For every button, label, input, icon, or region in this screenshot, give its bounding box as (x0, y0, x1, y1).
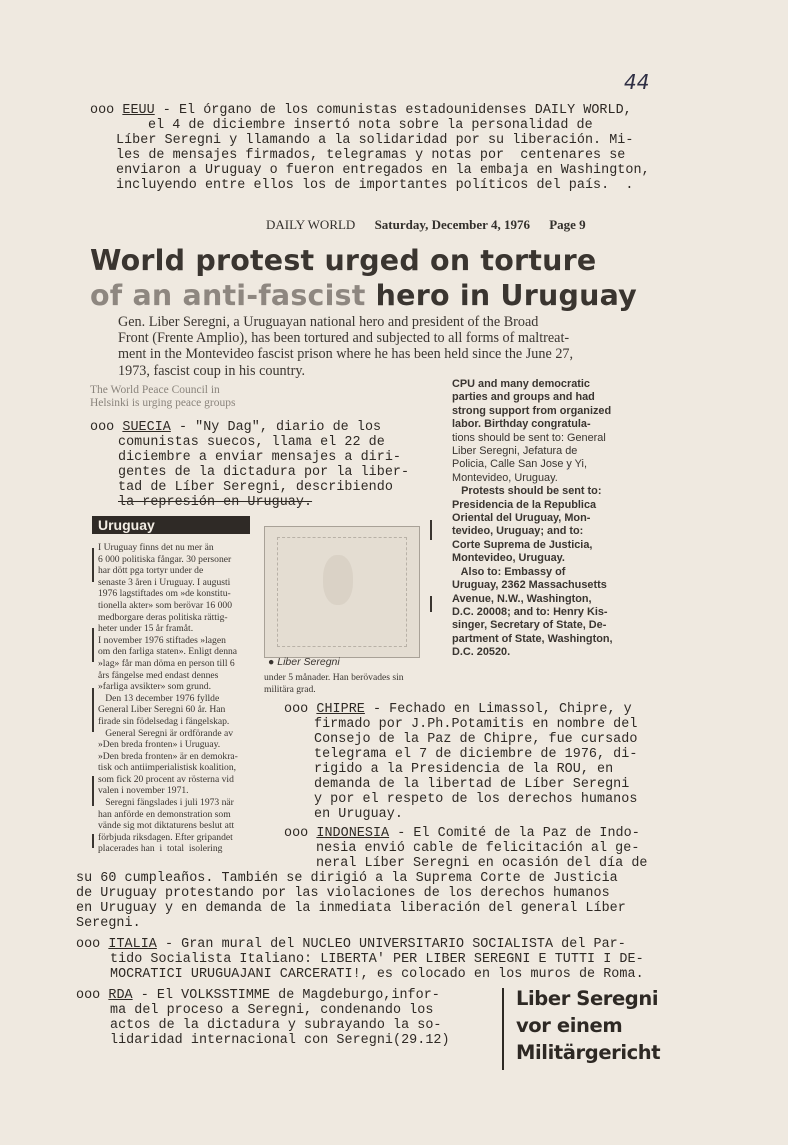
clipping-header (266, 217, 602, 233)
sw-line: han anförde en demonstration som (98, 808, 231, 820)
right-col-line: Presidencia de la Republica (452, 498, 597, 511)
eeuu-marker: ooo (90, 103, 115, 118)
sw-line: Seregni fängslades i juli 1973 när (98, 797, 234, 809)
chipre-label: CHIPRE (316, 702, 365, 717)
eeuu-line: el 4 de diciembre insertó nota sobre la personalidad de (148, 118, 593, 133)
sw-line: 1976 lagstiftades om »de konstitu- (98, 588, 231, 600)
chipre-line: - Fechado en Limassol, Chipre, y (372, 702, 632, 717)
sw-line: som fick 20 procent av rösterna vid (98, 773, 234, 785)
clipping-lead (118, 314, 624, 379)
swedish-clip-text (98, 542, 260, 855)
sw-line: »lag» får man döma en person till 6 (98, 657, 235, 669)
right-col-line: Also to: Embassy of (452, 565, 566, 578)
rda-label: RDA (108, 988, 133, 1003)
clipping-right-column (452, 378, 632, 660)
suecia-line: - "Ny Dag", diario de los (178, 420, 382, 435)
clip-margin-bar (430, 596, 432, 612)
chipre-line: en Uruguay. (314, 807, 403, 822)
sw-line: medborgare deras politiska rättig- (98, 611, 228, 623)
sw-line: General Seregni är ordförande av (98, 727, 234, 739)
clipping-headline (90, 243, 637, 313)
rda-marker: ooo (76, 988, 101, 1003)
indonesia-full-line: en Uruguay y en demanda de la inmediata liberación del general Líber (76, 901, 626, 916)
suecia-line: gentes de la dictadura por la liber- (118, 465, 410, 480)
italia-label: ITALIA (108, 937, 157, 952)
sw-line: förbjuda riksdagen. Efter gripandet (98, 831, 233, 843)
sw-line: »Den breda fronten» i Uruguay. (98, 739, 221, 751)
photo-caption-text (264, 672, 404, 695)
indonesia-full-line: su 60 cumpleaños. También se dirigió a la Suprema Corte de Justicia (76, 871, 618, 886)
chipre-line: telegrama el 7 de diciembre de 1976, di- (314, 747, 638, 762)
clip-margin-bar (92, 834, 94, 848)
caption-line: under 5 månader. Han berövades sin (264, 672, 404, 683)
lead-line: 1973, fascist coup in his country. (118, 362, 306, 379)
faded-line: Helsinki is urging peace groups (90, 397, 236, 409)
italia-line: tido Socialista Italiano: LIBERTA' PER LIBER SEREGNI E TUTTI I DE- (110, 952, 644, 967)
sw-line: Den 13 december 1976 fyllde (98, 692, 220, 704)
right-col-line: Protests should be sent to: (452, 485, 602, 498)
right-col-line: Avenue, N.W., Washington, (452, 592, 592, 605)
sw-line: senaste 3 åren i Uruguay. I augusti (98, 576, 231, 588)
stamp-line: vor einem (516, 1014, 623, 1037)
right-col-line: partment of State, Washington, (452, 632, 613, 645)
chipre-line: y por el respeto de los derechos humanos (314, 792, 638, 807)
eeuu-line: les de mensajes firmados, telegramas y notas por centenares se (116, 148, 626, 163)
suecia-line: diciembre a enviar mensajes a diri- (118, 450, 401, 465)
sw-line: års fängelse med endast dennes (98, 669, 219, 681)
sw-line: tionella akter» som berövar 16 000 (98, 599, 233, 611)
clip-margin-bar (92, 548, 94, 582)
right-col-line: Montevideo, Uruguay. (452, 471, 558, 484)
chipre-line: rigido a la Presidencia de la ROU, en (314, 762, 614, 777)
indonesia-full-line: de Uruguay protestando por las violaciones de los derechos humanos (76, 886, 610, 901)
clip-margin-bar (92, 776, 94, 806)
indonesia-line: nesia envió cable de felicitación al ge- (316, 841, 640, 856)
suecia-marker: ooo (90, 420, 115, 435)
eeuu-line: Líber Seregni y llamando a la solidaridad por su liberación. Mi- (116, 133, 634, 148)
sw-line: placerades han i total isolering (98, 843, 223, 855)
rda-line: lidaridad internacional con Seregni(29.12) (110, 1033, 450, 1048)
right-col-line: Corte Suprema de Justicia, (452, 538, 593, 551)
sw-line: tisk och antiimperialistisk koalition, (98, 762, 237, 774)
swedish-clip-title: Uruguay (92, 516, 250, 534)
chipre-line: firmado por J.Ph.Potamitis en nombre del (314, 717, 638, 732)
chipre-line: Consejo de la Paz de Chipre, fue cursado (314, 732, 638, 747)
right-col-line: Montevideo, Uruguay. (452, 552, 565, 565)
sw-line: »Den breda fronten» är en demokra- (98, 750, 238, 762)
indonesia-marker: ooo (284, 826, 309, 841)
newspaper-date: Saturday, December 4, 1976 (374, 217, 530, 232)
right-col-line: D.C. 20520. (452, 646, 511, 659)
newspaper-page: Page 9 (549, 217, 586, 232)
stamp-line: Liber Seregni (516, 987, 659, 1010)
photo-caption: ● Liber Seregni (268, 656, 340, 668)
sw-line: om den farliga staten». Enligt denna (98, 646, 238, 658)
italia-marker: ooo (76, 937, 101, 952)
right-col-line: Oriental del Uruguay, Mon- (452, 512, 591, 525)
right-col-line: tions should be sent to: General (452, 431, 606, 444)
eeuu-line: - El órgano de los comunistas estadounidenses DAILY WORLD, (162, 103, 632, 118)
indonesia-label: INDONESIA (316, 826, 390, 841)
clip-margin-bar (92, 628, 94, 662)
sw-line: vände sig mot diktaturens beslut att (98, 820, 235, 832)
sw-line: 6 000 politiska fångar. 30 personer (98, 553, 232, 565)
indonesia-line: neral Líber Seregni en ocasión del día de (316, 856, 648, 871)
right-col-line: strong support from organized (452, 404, 612, 417)
headline-line-1: World protest urged on torture (90, 244, 597, 277)
right-col-line: Liber Seregni, Jefatura de (452, 445, 578, 458)
sw-line: heter under 15 år framåt. (98, 623, 194, 635)
chipre-marker: ooo (284, 702, 309, 717)
lead-line: Front (Frente Amplio), has been tortured and subjected to all forms of maltreat- (118, 330, 570, 347)
indonesia-full-line: Seregni. (76, 916, 141, 931)
eeuu-line: incluyendo entre ellos los de importantes políticos del país. . (116, 178, 634, 193)
rda-line: - El VOLKSSTIMME de Magdeburgo,infor- (140, 988, 440, 1003)
right-col-line: labor. Birthday congratula- (452, 418, 591, 431)
italia-line: MOCRATICI URUGUAJANI CARCERATI!, es colocado en los muros de Roma. (110, 967, 644, 982)
right-col-line: singer, Secretary of State, De- (452, 619, 607, 632)
sw-line: I Uruguay finns det nu mer än (98, 542, 214, 553)
sw-line: I november 1976 stiftades »lagen (98, 634, 226, 646)
rda-line: actos de la dictadura y subrayando la so- (110, 1018, 442, 1033)
clip-margin-bar (430, 520, 432, 540)
suecia-line: comunistas suecos, llama el 22 de (118, 435, 385, 450)
suecia-struck-line: la represión en Uruguay. (118, 495, 313, 510)
suecia-label: SUECIA (122, 420, 171, 435)
right-col-line: Policia, Calle San Jose y Yi, (452, 458, 587, 471)
headline-line-2: hero in Uruguay (365, 279, 637, 312)
clip-margin-bar (92, 688, 94, 732)
caption-line: militära grad. (264, 683, 316, 695)
eeuu-label: EEUU (122, 103, 155, 118)
suecia-line: tad de Líber Seregni, describiendo (118, 480, 393, 495)
right-col-line: Uruguay, 2362 Massachusetts (452, 579, 607, 592)
sw-line: valen i november 1971. (98, 785, 189, 797)
sw-line: General Liber Seregni 60 år. Han (98, 704, 226, 716)
sw-line: har dött pga tortyr under de (98, 565, 204, 577)
right-col-line: CPU and many democratic (452, 378, 590, 390)
stamp-line: Militärgericht (516, 1041, 661, 1064)
lead-line: Gen. Liber Seregni, a Uruguayan national hero and president of the Broad (118, 314, 539, 330)
seregni-photo (264, 526, 420, 658)
right-col-line: parties and groups and had (452, 391, 595, 404)
german-headline-clipping (516, 985, 666, 1066)
clipping-faded-note (90, 384, 235, 410)
headline-faded-part: of an anti-fascist (90, 279, 366, 312)
lead-line: ment in the Montevideo fascist prison where he has been held since the June 27, (118, 346, 574, 363)
faded-line: The World Peace Council in (90, 384, 220, 396)
italia-line: - Gran mural del NUCLEO UNIVERSITARIO SOCIALISTA del Par- (164, 937, 626, 952)
indonesia-line: - El Comité de la Paz de Indo- (397, 826, 640, 841)
chipre-line: demanda de la libertad de Líber Seregni (314, 777, 630, 792)
sw-line: firade sin födelsedag i fängelskap. (98, 715, 230, 727)
rda-line: ma del proceso a Seregni, condenando los (110, 1003, 434, 1018)
eeuu-line: enviaron a Uruguay o fueron entregados en la embaja en Washington, (116, 163, 650, 178)
right-col-line: tevideo, Uruguay; and to: (452, 525, 584, 538)
page-number: 44 (624, 70, 650, 94)
portrait-shape (323, 555, 353, 605)
sw-line: »farliga avsikter» som grund. (98, 681, 211, 693)
right-col-line: D.C. 20008; and to: Henry Kis- (452, 605, 608, 618)
newspaper-name: DAILY WORLD (266, 217, 356, 232)
stamp-bar (502, 988, 504, 1070)
